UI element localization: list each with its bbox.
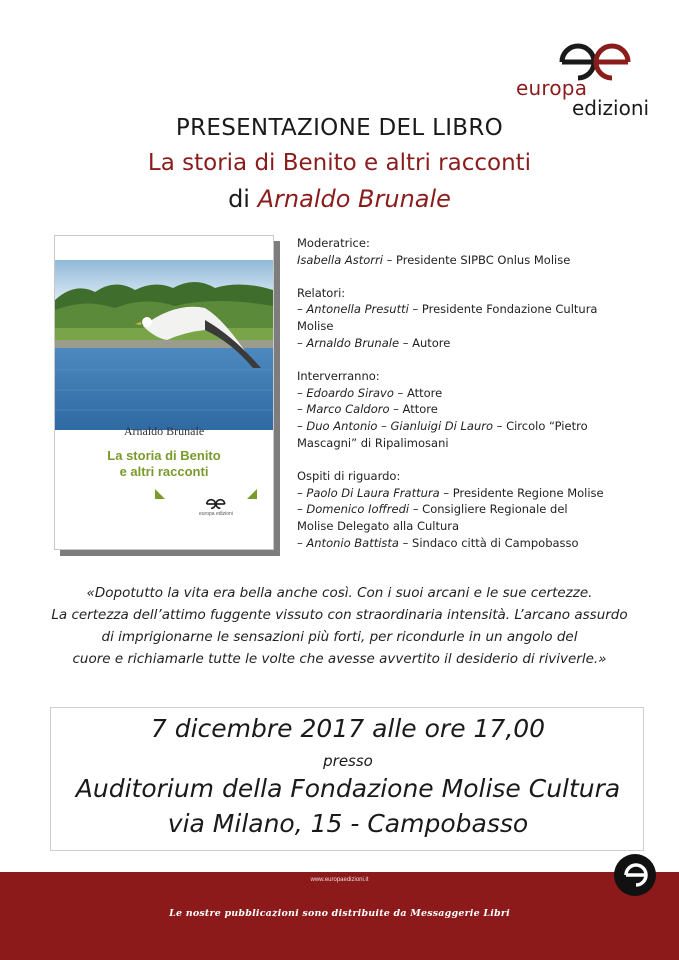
relatore-role: – Autore xyxy=(399,335,451,350)
cover-title-line1: La storia di Benito xyxy=(107,448,221,463)
ospite-entry xyxy=(297,501,607,535)
author-prefix: di xyxy=(228,185,250,213)
cover-title xyxy=(55,448,273,480)
moderatrice-entry xyxy=(297,252,607,269)
interventore-role: – Circolo “Pietro Mascagni” di Ripalimosani xyxy=(297,419,588,450)
entry-dash: – xyxy=(297,402,307,417)
ospite-name: Paolo Di Laura Frattura xyxy=(306,485,440,500)
event-date: 7 dicembre 2017 alle ore 17,00 xyxy=(150,714,546,743)
entry-dash: – xyxy=(297,535,307,550)
event-venue: Auditorium della Fondazione Molise Cultura xyxy=(75,774,621,803)
entry-dash: – xyxy=(297,419,307,434)
ospite-entry xyxy=(297,485,607,502)
author-name: Arnaldo Brunale xyxy=(257,185,451,213)
moderatrice-label: Moderatrice: xyxy=(297,236,370,250)
publisher-logo xyxy=(512,40,662,120)
interventore-entry xyxy=(297,401,607,418)
logo-edizioni-text: edizioni xyxy=(572,96,650,120)
interventore-entry xyxy=(297,385,607,402)
footer-logo-mark-icon xyxy=(614,854,656,896)
ospite-entry xyxy=(297,535,607,552)
book-cover xyxy=(54,235,274,550)
interverranno-label: Interverranno: xyxy=(297,368,380,383)
relatori-section xyxy=(297,285,607,352)
quote-line: di imprigionarne le sensazioni più forti, per ricondurle in un angolo del xyxy=(101,629,578,645)
ospite-role: – Consigliere Regionale del Molise Delegato alla Cultura xyxy=(297,502,568,534)
event-program xyxy=(297,235,607,568)
logo-europa-text: europa xyxy=(516,76,588,100)
entry-dash: – xyxy=(297,302,307,317)
ospiti-label: Ospiti di riguardo: xyxy=(297,468,401,483)
ospiti-section xyxy=(297,468,607,552)
entry-dash: – xyxy=(297,335,307,350)
cover-logo-text: europa edizioni xyxy=(199,511,233,517)
footer-url: www.europaedizioni.it xyxy=(310,877,369,883)
cover-author: Arnaldo Brunale xyxy=(123,424,205,438)
ospite-name: Domenico Ioffredi xyxy=(306,502,410,517)
moderatrice-role: – Presidente SIPBC Onlus Molise xyxy=(386,252,571,267)
cover-title-line2: e altri racconti xyxy=(119,464,209,479)
interventore-name: Marco Caldoro xyxy=(306,402,390,417)
ospite-role: – Presidente Regione Molise xyxy=(439,485,604,500)
relatore-entry xyxy=(297,301,607,335)
event-details-box xyxy=(50,707,644,851)
interventore-role: – Attore xyxy=(393,385,443,400)
footer-band xyxy=(0,872,679,960)
interventore-entry xyxy=(297,418,607,452)
cover-corner-mark-right xyxy=(247,489,257,499)
book-title: La storia di Benito e altri racconti xyxy=(147,150,532,176)
quote-line: cuore e richiamarle tutte le volte che avesse avvertito il desiderio di riviverle.» xyxy=(72,651,607,667)
presentation-heading: PRESENTAZIONE DEL LIBRO xyxy=(175,115,504,141)
relatori-label: Relatori: xyxy=(297,285,346,300)
moderatrice-name: Isabella Astorri xyxy=(297,252,383,267)
entry-dash: – xyxy=(297,385,307,400)
quote-line: «Dopotutto la vita era bella anche così. Con i suoi arcani e le sue certezze. xyxy=(86,585,593,601)
event-address: via Milano, 15 - Campobasso xyxy=(167,809,529,838)
cover-photo-seagull-lake xyxy=(55,250,273,430)
interverranno-section xyxy=(297,368,607,452)
footer-distribution-note: Le nostre pubblicazioni sono distribuite da Messaggerie Libri xyxy=(169,908,510,919)
author-line xyxy=(0,185,679,213)
moderatrice-section xyxy=(297,235,607,269)
ospite-role: – Sindaco città di Campobasso xyxy=(398,535,579,550)
relatore-name: Arnaldo Brunale xyxy=(306,335,400,350)
quote-line: La certezza dell’attimo fuggente vissuto con straordinaria intensità. L’arcano assurdo xyxy=(51,607,628,623)
interventore-name: Edoardo Siravo xyxy=(306,385,394,400)
relatore-name: Antonella Presutti xyxy=(306,302,409,317)
ospite-name: Antonio Battista xyxy=(306,535,399,550)
interventore-name: Duo Antonio – Gianluigi Di Lauro xyxy=(306,419,494,434)
cover-corner-mark-left xyxy=(155,489,165,499)
book-quote xyxy=(30,582,649,670)
relatore-entry xyxy=(297,335,607,352)
cover-logo-icon xyxy=(205,498,227,510)
relatore-role: – Presidente Fondazione Cultura Molise xyxy=(297,302,598,334)
entry-dash: – xyxy=(297,502,307,517)
interventore-role: – Attore xyxy=(389,402,438,417)
cover-publisher-logo xyxy=(199,498,233,524)
entry-dash: – xyxy=(297,485,307,500)
event-presso: presso xyxy=(323,752,373,770)
footer-logo-icon xyxy=(614,854,656,896)
